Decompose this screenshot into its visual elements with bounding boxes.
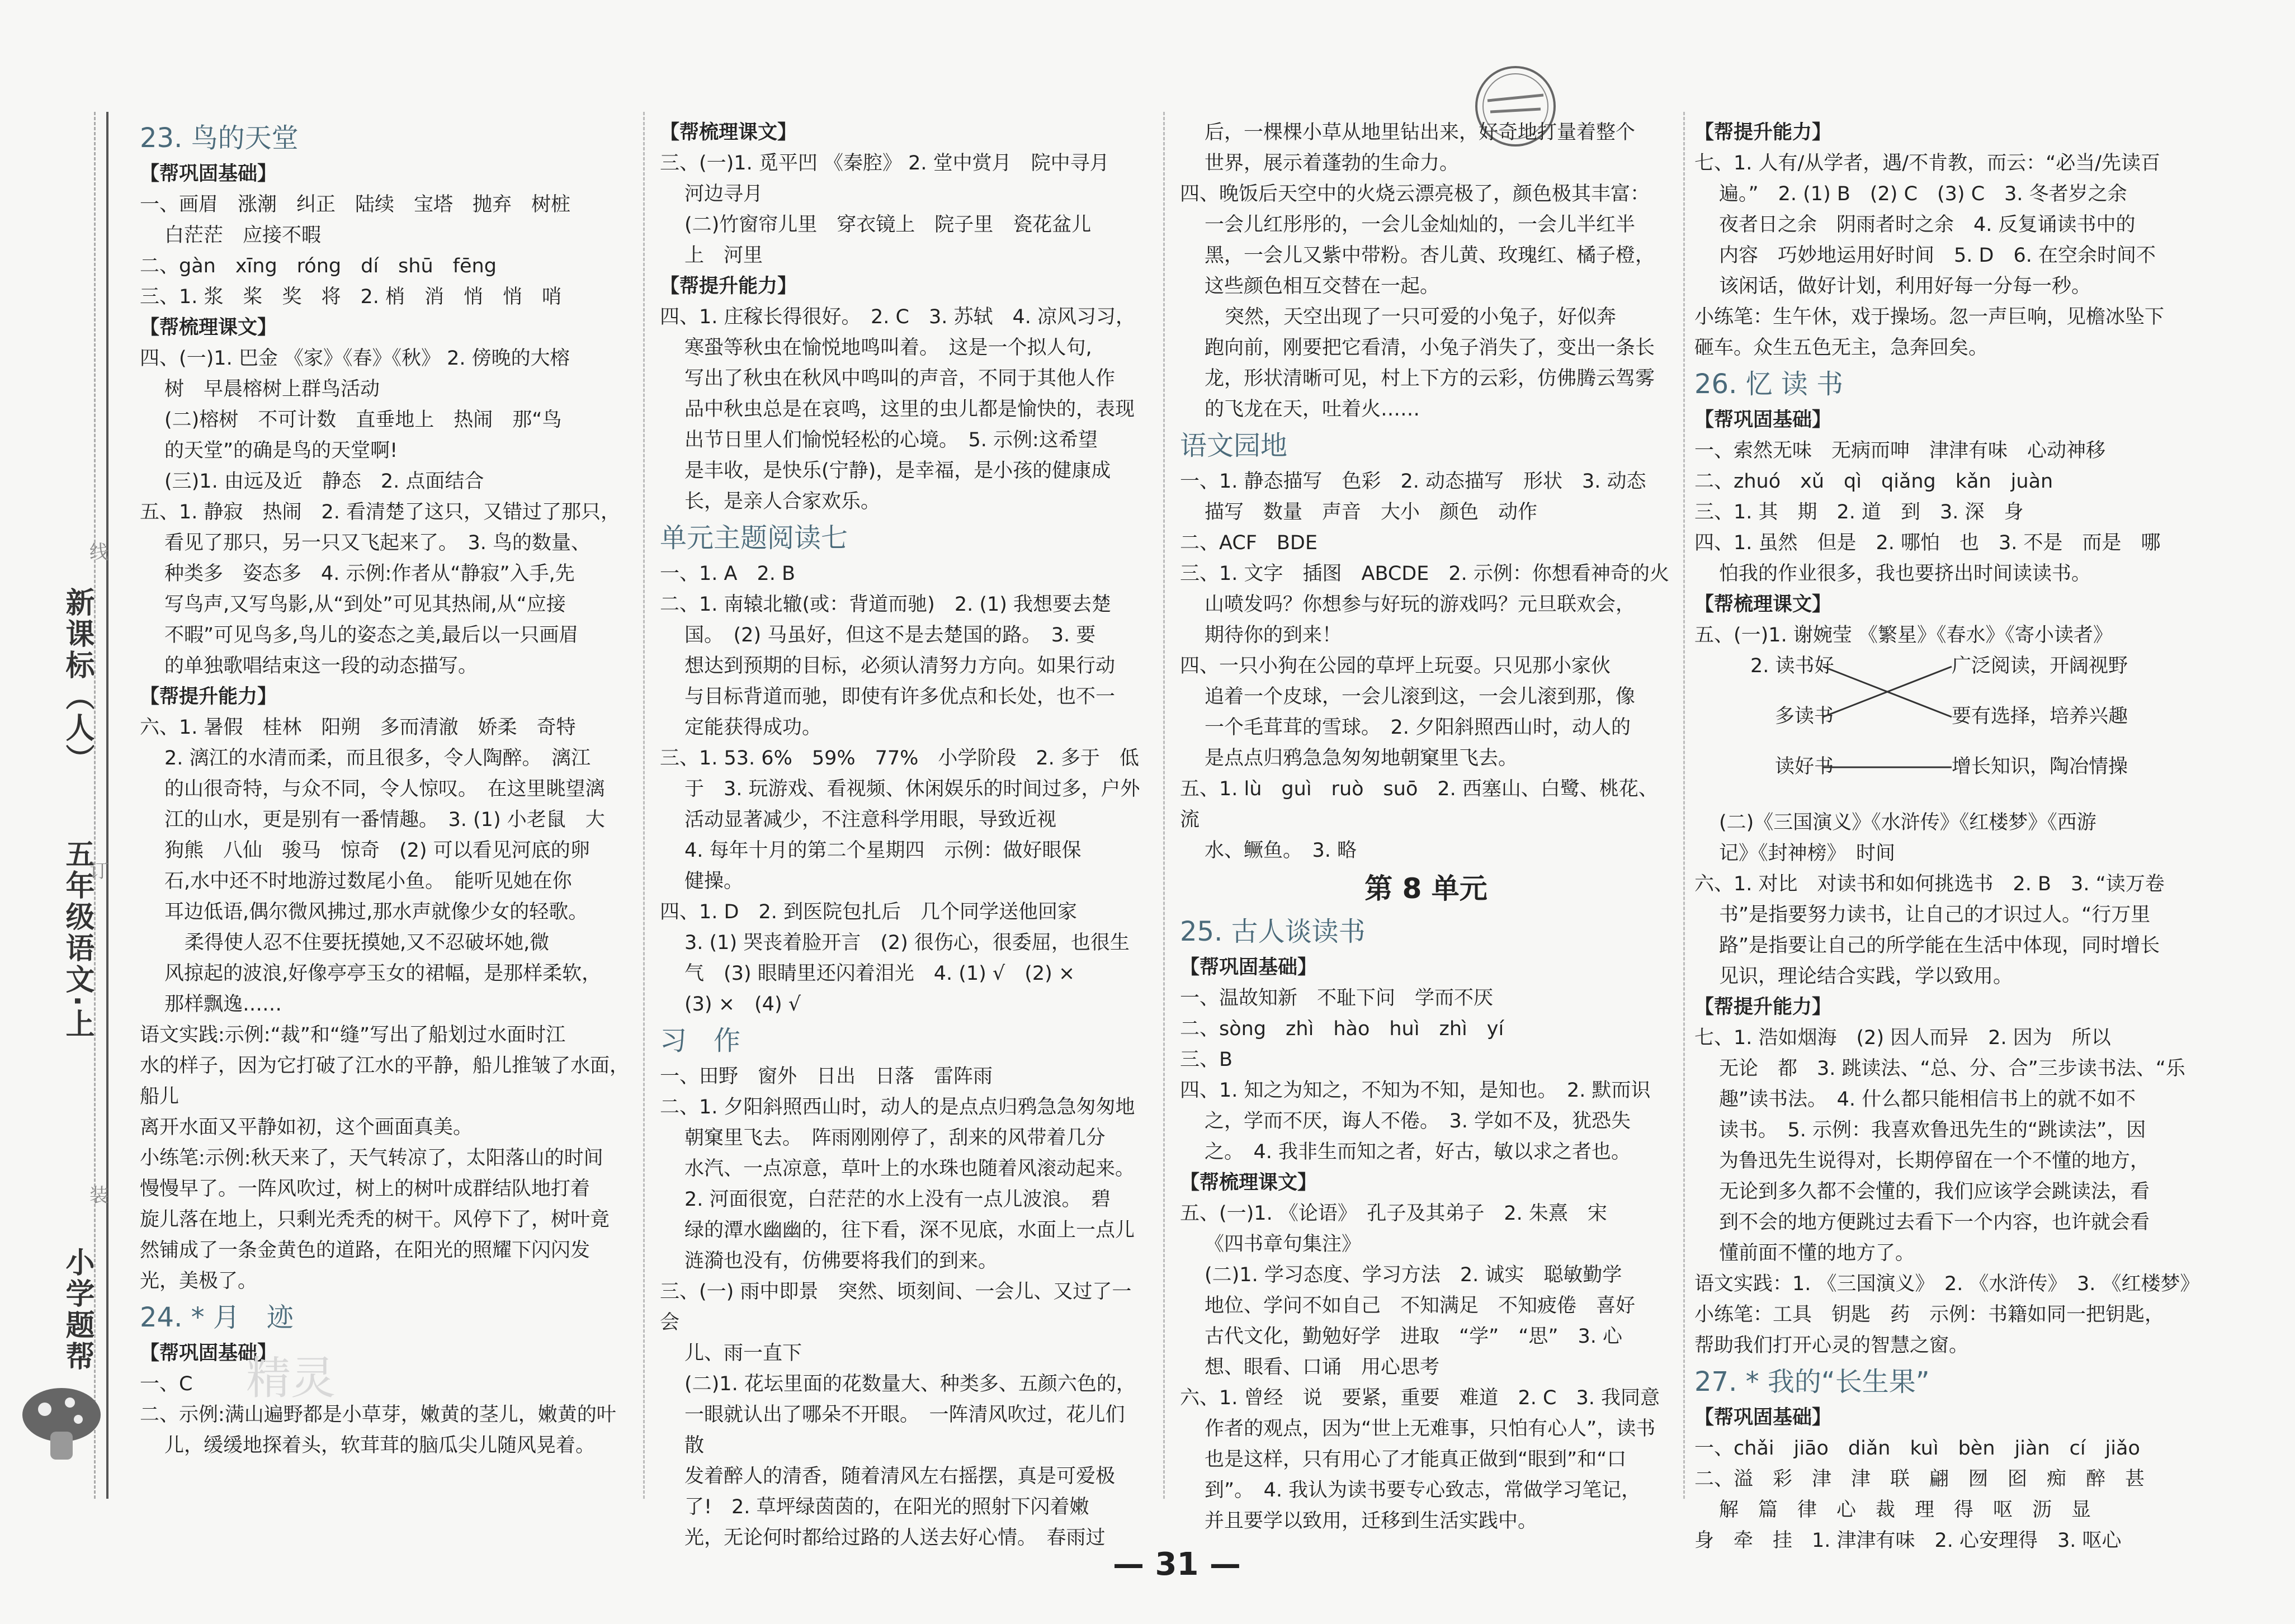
answer-line: 小练笔：生午休，戏于操场。忽一声巨响，见檐冰坠下 [1694,306,2165,328]
answer-line: 然铺成了一条金黄色的道路，在阳光的照耀下闪闪发 [140,1239,591,1262]
binding-mark-line: 线 [89,541,108,564]
answer-line: 二、gàn xīng róng dí shū fēng [140,255,497,277]
answer-line: 离开水面又平静如初，这个画面真美。 [140,1116,473,1139]
answer-line: 是点点归鸦急急匆匆地朝窠里飞去。 [1205,747,1518,769]
answer-line: 光，美极了。 [140,1270,258,1292]
answer-line: 也是这样，只有用心了才能真正做到“眼到”和“口 [1205,1448,1627,1471]
answer-line: 山喷发吗？你想参与好玩的游戏吗？元旦联欢会， [1205,593,1636,616]
answer-line: 三、(一)1. 觅平凹 《秦腔》 2. 堂中赏月 院中寻月 [660,152,1109,174]
answer-column-1 [140,117,632,1493]
answer-line: 一、chǎi jiāo diǎn kuì bèn jiàn cí jiǎo [1694,1437,2140,1460]
answer-line: 慢慢早了。一阵风吹过，树上的树叶成群结队地打着 [140,1178,591,1200]
answer-line: 四、1. 虽然 但是 2. 哪怕 也 3. 不是 而是 哪 [1694,532,2161,554]
answer-line: 小练笔:示例:秋天来了，天气转凉了，太阳落山的时间 [140,1147,603,1169]
section-label: 【帮梳理课文】 [660,121,797,144]
answer-line: 柔得使人忍不住要抚摸她,又不忍破坏她,微 [185,932,550,954]
answer-line: 一会儿红彤彤的，一会儿金灿灿的，一会儿半红半 [1205,214,1636,236]
answer-line: 到”。 4. 我认为读书要专心致志，常做学习笔记， [1205,1479,1641,1502]
answer-line: 与目标背道而驰，即使有许多优点和长处，也不一 [684,686,1116,708]
answer-line: 出节日里人们愉悦轻松的心境。 5. 示例:这希望 [684,429,1098,451]
answer-line: 无论 都 3. 跳读法、“总、分、合”三步读书法、“乐 [1719,1058,2185,1080]
answer-line: 六、1. 曾经 说 要紧，重要 难道 2. C 3. 我同意 [1180,1387,1660,1409]
answer-line: 七、1. 浩如烟海 (2) 因人而异 2. 因为 所以 [1694,1027,2111,1049]
answer-line: 五、(一)1. 《论语》 孔子及其弟子 2. 朱熹 宋 [1180,1202,1607,1225]
answer-line: 儿、雨一直下 [684,1342,802,1365]
answer-line: 见识，理论结合实践，学以致用。 [1719,965,2013,988]
answer-line: 世界，展示着蓬勃的生命力。 [1205,152,1460,174]
answer-line: 一、温故知新 不耻下问 学而不厌 [1180,987,1494,1009]
answer-line: 懂前面不懂的地方了。 [1719,1242,1915,1264]
answer-line: 白茫茫 应接不暇 [164,224,322,247]
grade-title: 五年级语文·上 [60,839,94,1040]
answer-line: 一、C [140,1373,193,1395]
answer-line: 内容 巧妙地运用好时间 5. D 6. 在空余时间不 [1719,244,2156,267]
page-number: — 31 — [1113,1546,1241,1583]
match-right-item: 增长知识，陶冶情操 [1952,756,2128,778]
answer-line: (三)1. 由远及近 静态 2. 点面结合 [164,470,484,493]
answer-line: 三、B [1180,1049,1233,1071]
answer-line: 遍。” 2. (1) B (2) C (3) C 3. 冬者岁之余 [1719,183,2127,205]
answer-line: 河边寻月 [684,183,763,205]
answer-line: (二)《三国演义》《水浒传》《红楼梦》《西游 [1719,811,2096,834]
section-label: 【帮梳理课文】 [1694,593,1832,616]
section-label: 【帮提升能力】 [660,275,797,298]
answer-line: 于 3. 玩游戏、看视频、休闲娱乐的时间过多，户外 [684,778,1140,800]
answer-line: 二、1. 南辕北辙(或：背道而驰) 2. (1) 我想要去楚 [660,593,1112,616]
answer-column-4 [1694,117,2254,1552]
answer-line: 突然，天空出现了一只可爱的小兔子，好似奔 [1225,306,1617,328]
answer-line: 的飞龙在天，吐着火…… [1205,398,1420,421]
section-label: 【帮提升能力】 [1694,996,1832,1018]
answer-line: 趣”读书法。 4. 什么都只能相信书上的就不如不 [1719,1088,2136,1111]
answer-line: 路”是指要让自己的所学能在生活中体现，同时增长 [1719,934,2160,957]
answer-line: 四、(一)1. 巴金 《家》《春》《秋》 2. 傍晚的大榕 [140,347,570,370]
answer-line: 气 (3) 眼睛里还闪着泪光 4. (1) √ (2) × [684,962,1075,985]
binding-mark-bind: 装 [89,1184,108,1207]
lesson-title: 27. * 我的“长生果” [1694,1366,1930,1398]
answer-line: 国。 (2) 马虽好，但这不是去楚国的路。 3. 要 [684,624,1096,646]
binding-line [106,112,108,1499]
garden-title: 语文园地 [1180,430,1288,461]
answer-line: (3) × (4) √ [684,993,801,1016]
unit-reading-title: 单元主题阅读七 [660,522,848,554]
answer-line: 六、1. 暑假 桂林 阳朔 多而清澈 娇柔 奇特 [140,716,576,739]
answer-line: 不暇”可见鸟多,鸟儿的姿态之美,最后以一只画眉 [164,624,579,646]
match-left-item: 多读书 [1775,705,1834,728]
answer-line: 风掠起的波浪,好像亭亭玉女的裙幅，是那样柔软， [164,962,602,985]
answer-line: 的单独歌唱结束这一段的动态描写。 [164,655,478,677]
lesson-title: 25. 古人谈读书 [1180,916,1366,947]
answer-column-3 [1180,117,1672,1532]
answer-line: 一、田野 窗外 日出 日落 雷阵雨 [660,1065,993,1088]
answer-line: 2. 漓江的水清而柔，而且很多，令人陶醉。 漓江 [164,747,591,769]
answer-line: 健操。 [684,870,744,893]
lesson-title: 26. 忆 读 书 [1694,369,1844,400]
binding-mark-staple: 订 [89,860,108,882]
watermark: 精灵 [246,1352,336,1404]
answer-line: 石,水中还不时地游过数尾小鱼。 能听见她在你 [164,870,572,893]
answer-line: 想、眼看、口诵 用心思考 [1205,1356,1440,1378]
answer-line: 记》《封神榜》 时间 [1719,842,1896,865]
answer-line: 地位、学问不如自己 不知满足 不知疲倦 喜好 [1205,1295,1636,1317]
match-lines [1823,651,1952,808]
writing-title: 习 作 [660,1025,741,1056]
answer-line: 二、溢 彩 津 津 联 翩 囫 囵 痴 醉 甚 [1694,1468,2145,1490]
lesson-title: 23. 鸟的天堂 [140,122,299,154]
answer-line: 夜者日之余 阴雨者时之余 4. 反复诵读书中的 [1719,214,2136,236]
answer-line: 狗熊 八仙 骏马 惊奇 (2) 可以看见河底的卵 [164,839,590,862]
match-left-item: 2. 读书好 [1750,655,1834,677]
answer-line: 二、1. 夕阳斜照西山时，动人的是点点归鸦急急匆匆地 [660,1096,1135,1118]
column-divider [1683,112,1685,1499]
answer-line: 五、1. 静寂 热闹 2. 看清楚了这只，又错过了那只， [140,501,621,523]
answer-line: 水的样子，因为它打破了江水的平静，船儿推皱了水面，船儿 [140,1055,630,1108]
answer-line: 种类多 姿态多 4. 示例:作者从“静寂”入手,先 [164,563,575,585]
answer-line: 黑，一会儿又紫中带粉。杏儿黄、玫瑰红、橘子橙， [1205,244,1655,267]
mushroom-logo-icon [17,1376,106,1465]
answer-line: 小练笔：工具 钥匙 药 示例：书籍如同一把钥匙， [1694,1304,2165,1326]
answer-line: 是丰收，是快乐(宁静)，是幸福，是小孩的健康成 [684,460,1111,482]
answer-line: 古代文化，勤勉好学 进取 “学” “思” 3. 心 [1205,1325,1623,1348]
answer-line: 后，一棵棵小草从地里钻出来，好奇地打量着整个 [1205,121,1636,144]
answer-line: 儿，缓缓地探着头，软茸茸的脑瓜尖儿随风晃着。 [164,1434,596,1457]
answer-line: 寒蛩等秋虫在愉悦地鸣叫着。 这是一个拟人句, [684,337,1092,359]
matching-diagram [1694,651,2254,808]
binding-margin [0,0,129,1624]
answer-line: 二、zhuó xǔ qì qiǎng kǎn juàn [1694,470,2053,493]
answer-line: 一、画眉 涨潮 纠正 陆续 宝塔 抛弃 树桩 [140,193,571,216]
answer-line: 耳边低语,偶尔微风拂过,那水声就像少女的轻歌。 [164,901,588,923]
section-label: 【帮提升能力】 [1694,121,1832,144]
answer-line: 《四书章句集注》 [1205,1233,1362,1255]
answer-column-2 [660,117,1141,1549]
binding-dash [94,112,96,1499]
section-label: 【帮巩固基础】 [140,163,277,185]
answer-line: 为鲁迅先生说得对，长期停留在一个不懂的地方， [1719,1150,2150,1172]
answer-line: 四、一只小狗在公园的草坪上玩耍。只见那小家伙 [1180,655,1611,677]
answer-line: 之，学而不厌，诲人不倦。 3. 学如不及，犹恐失 [1205,1110,1631,1132]
answer-line: 之。 4. 我非生而知之者，好古，敏以求之者也。 [1205,1141,1631,1163]
answer-line: 二、ACF BDE [1180,532,1318,554]
answer-line: 四、1. 庄稼长得很好。 2. C 3. 苏轼 4. 凉风习习， [660,306,1136,328]
answer-line: (二)1. 学习态度、学习方法 2. 诚实 聪敏勤学 [1205,1264,1622,1286]
answer-line: 二、sòng zhì hào huì zhì yí [1180,1018,1504,1040]
answer-line: 四、1. D 2. 到医院包扎后 几个同学送他回家 [660,901,1077,923]
answer-line: 四、晚饭后天空中的火烧云漂亮极了，颜色极其丰富： [1180,183,1650,205]
answer-line: 了! 2. 草坪绿茵茵的，在阳光的照射下闪着嫩 [684,1496,1089,1518]
answer-line: 龙，形状清晰可见，村上下方的云彩，仿佛腾云驾雾 [1205,367,1655,390]
answer-line: 七、1. 人有/从学者，遇/不肯教，而云：“必当/先读百 [1694,152,2161,174]
match-right-item: 广泛阅读，开阔视野 [1952,655,2128,677]
answer-line: 看见了那只，另一只又飞起来了。 3. 鸟的数量、 [164,532,591,554]
answer-line: 该闲话，做好计划，利用好每一分每一秒。 [1719,275,2091,298]
answer-line: 跑向前，刚要把它看清，小兔子消失了，变出一条长 [1205,337,1655,359]
section-label: 【帮梳理课文】 [140,317,277,339]
answer-line: 描写 数量 声音 大小 颜色 动作 [1205,501,1538,523]
answer-line: (二)1. 花坛里面的花数量大、种类多、五颜六色的， [684,1373,1136,1395]
answer-line: 写鸟声,又写鸟影,从“到处”可见其热闹,从“应接 [164,593,566,616]
answer-line: 帮助我们打开心灵的智慧之窗。 [1694,1334,1969,1357]
answer-line: 一个毛茸茸的雪球。 2. 夕阳斜照西山时，动人的 [1205,716,1631,739]
answer-line: 的天堂”的确是鸟的天堂啊! [164,440,398,462]
answer-line: 上 河里 [684,244,763,267]
match-left-item: 读好书 [1775,756,1834,778]
section-label: 【帮巩固基础】 [140,1342,277,1365]
answer-line: 砸车。众生五色无主，急奔回矣。 [1694,337,1989,359]
answer-line: 五、(一)1. 谢婉莹 《繁星》《春水》《寄小读者》 [1694,624,2113,646]
answer-line: 到不会的地方便跳过去看下一个内容，也许就会看 [1719,1211,2150,1234]
unit-title: 第 8 单元 [1364,872,1488,905]
column-divider [643,112,645,1499]
answer-line: 长，是亲人合家欢乐。 [684,490,881,513]
answer-line: 2. 河面很宽，白茫茫的水上没有一点儿波浪。 碧 [684,1188,1111,1211]
column-divider [1163,112,1165,1499]
answer-line: 三、1. 其 期 2. 道 到 3. 深 身 [1694,501,2024,523]
answer-line: 并且要学以致用，迁移到生活实践中。 [1205,1510,1538,1532]
brand-title: 小学题帮 [60,1247,94,1372]
answer-line: 旋儿落在地上，只剩光秃秃的树干。风停下了，树叶竟 [140,1208,610,1231]
answer-line: 语文实践：1. 《三国演义》 2. 《水浒传》 3. 《红楼梦》 [1694,1273,2200,1295]
answer-line: 涟漪也没有，仿佛要将我们的到来。 [684,1250,998,1272]
answer-line: 定能获得成功。 [684,716,822,739]
answer-line: 身 牵 挂 1. 津津有味 2. 心安理得 3. 呕心 [1694,1529,2122,1552]
answer-line: 一、1. 静态描写 色彩 2. 动态描写 形状 3. 动态 [1180,470,1646,493]
match-right-item: 要有选择，培养兴趣 [1952,705,2128,728]
answer-line: 江的山水，更是别有一番情趣。 3. (1) 小老鼠 大 [164,809,605,831]
answer-line: 树 早晨榕树上群鸟活动 [164,378,380,400]
answer-line: 那样飘逸…… [164,993,282,1016]
answer-line: 一、索然无味 无病而呻 津津有味 心动神移 [1694,440,2106,462]
answer-line: 书”是指要努力读书，让自己的才识过人。“行万里 [1719,904,2151,926]
answer-line: 无论到多久都不会懂的，我们应该学会跳读法，看 [1719,1181,2150,1203]
answer-line: 的山很奇特，与众不同，令人惊叹。 在这里眺望漓 [164,778,605,800]
answer-line: 期待你的到来！ [1205,624,1342,646]
section-label: 【帮提升能力】 [140,686,277,708]
answer-line: 绿的潭水幽幽的，往下看，深不见底，水面上一点儿 [684,1219,1135,1241]
answer-line: 解 篇 律 心 裁 理 得 呕 沥 显 [1719,1499,2091,1521]
answer-line: 一眼就认出了哪朵不开眼。 一阵清风吹过，花儿们散 [684,1404,1125,1457]
answer-line: 光，无论何时都给过路的人送去好心情。 春雨过 [684,1527,1106,1549]
section-label: 【帮巩固基础】 [1694,409,1832,431]
answer-line: 这些颜色相互交替在一起。 [1205,275,1440,298]
answer-line: 六、1. 对比 对读书和如何挑选书 2. B 3. “读万卷 [1694,873,2165,895]
answer-line: 一、1. A 2. B [660,563,795,585]
answer-line: 三、(一) 雨中即景 突然、顷刻间、一会儿、又过了一会 [660,1281,1132,1334]
answer-line: 追着一个皮球，一会儿滚到这，一会儿滚到那，像 [1205,686,1636,708]
answer-line: 3. (1) 哭丧着脸开言 (2) 很伤心，很委屈，也很生 [684,932,1130,954]
answer-line: 活动显著减少，不注意科学用眼，导致近视 [684,809,1057,831]
section-label: 【帮巩固基础】 [1180,956,1318,979]
answer-line: 五、1. lù guì ruò suō 2. 西塞山、白鹭、桃花、流 [1180,778,1658,831]
answer-line: 品中秋虫总是在哀鸣，这里的虫儿都是愉快的，表现 [684,398,1135,421]
answer-line: 朝窠里飞去。 阵雨刚刚停了，刮来的风带着几分 [684,1127,1106,1149]
answer-line: 三、1. 文字 插图 ABCDE 2. 示例：你想看神奇的火 [1180,563,1669,585]
answer-line: 怕我的作业很多，我也要挤出时间读读书。 [1719,563,2091,585]
answer-line: 三、1. 浆 桨 奖 将 2. 梢 消 悄 悄 哨 [140,286,562,308]
lesson-title: 24. * 月 迹 [140,1302,294,1333]
answer-line: 4. 每年十月的第二个星期四 示例：做好眼保 [684,839,1082,862]
answer-line: 三、1. 53. 6% 59% 77% 小学阶段 2. 多于 低 [660,747,1139,769]
edition-title: 新课标（人） [60,587,94,775]
section-label: 【帮梳理课文】 [1180,1172,1318,1194]
answer-line: 水汽、一点凉意，草叶上的水珠也随着风滚动起来。 [684,1158,1135,1180]
section-label: 【帮巩固基础】 [1694,1406,1832,1429]
answer-line: 水、鳜鱼。 3. 略 [1205,839,1357,862]
answer-line: 写出了秋虫在秋风中鸣叫的声音，不同于其他人作 [684,367,1116,390]
answer-line: 二、示例:满山遍野都是小草芽，嫩黄的茎儿，嫩黄的叶 [140,1404,616,1426]
answer-line: 作者的观点，因为“世上无难事，只怕有心人”，读书 [1205,1418,1656,1440]
answer-line: 语文实践:示例:“裁”和“缝”写出了船划过水面时江 [140,1024,566,1046]
answer-line: 读书。 5. 示例：我喜欢鲁迅先生的“跳读法”，因 [1719,1119,2146,1141]
answer-line: (二)榕树 不可计数 直垂地上 热闹 那“鸟 [164,409,562,431]
answer-line: 四、1. 知之为知之，不知为不知，是知也。 2. 默而识 [1180,1079,1651,1102]
answer-line: (二)竹窗帘儿里 穿衣镜上 院子里 瓷花盆儿 [684,214,1092,236]
answer-line: 想达到预期的目标，必须认清努力方向。如果行动 [684,655,1116,677]
answer-line: 发着醉人的清香，随着清风左右摇摆，真是可爱极 [684,1465,1116,1488]
